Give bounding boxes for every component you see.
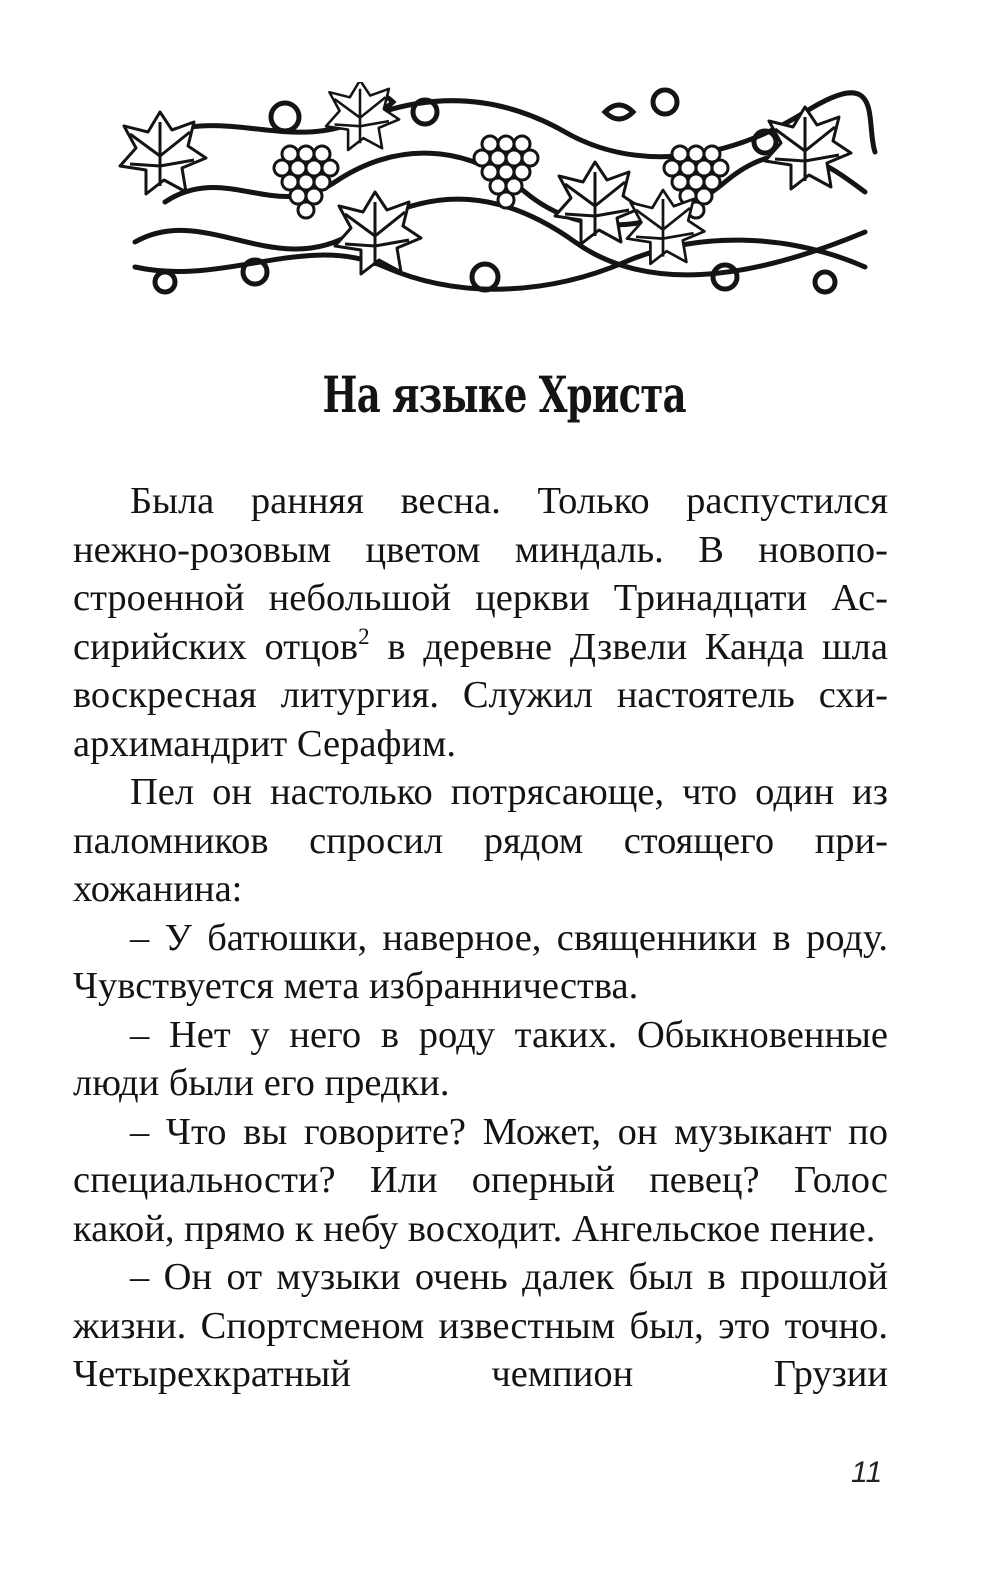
- grapevine-ornament-icon: [105, 82, 895, 297]
- paragraph: – У батюшки, наверное, священники в роду. Чувствуется мета избранничества.: [73, 916, 888, 1007]
- paragraph: – Что вы говорите? Может, он музыкант по специальности? Или оперный певец? Голос какой, прямо к небу восходит. Ангельское пение.: [73, 1110, 888, 1250]
- page-number: 11: [851, 1456, 883, 1489]
- footnote-marker[interactable]: 2: [358, 623, 370, 649]
- body-text: [73, 477, 888, 1399]
- paragraph: Пел он настолько потрясающе, что один из паломников спросил рядом стоящего прихожанина:: [73, 771, 888, 910]
- chapter-title: На языке Христа: [322, 365, 686, 424]
- paragraph: – Он от музыки очень далек был в прошлой жизни. Спортсменом известным был, это точно. Четырехкратный чемпион Грузии: [73, 1256, 888, 1395]
- paragraph: Была ранняя весна. Только распустился нежно-розовым цветом миндаль. В новопостроенной небольшой церкви Тринадцати Ассирийских отцов$^2$ в деревне Дзвели Канда шла воскресная литургия. Служил настоятель схиархимандрит Серафим.: [73, 480, 888, 765]
- paragraph: – Нет у него в роду таких. Обыкновенные люди были его предки.: [73, 1013, 888, 1104]
